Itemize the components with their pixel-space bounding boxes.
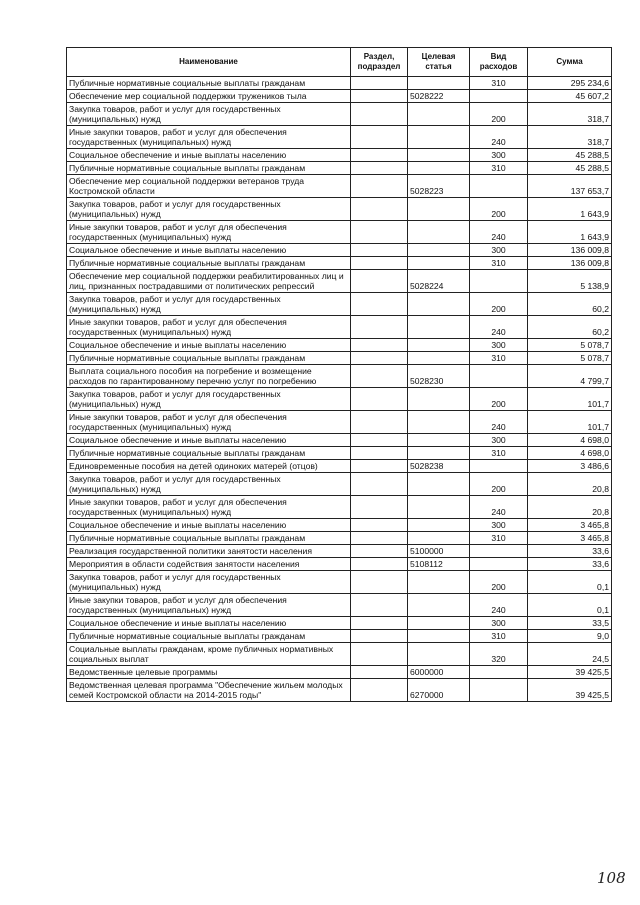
cell-type: 240 bbox=[470, 221, 528, 244]
header-target: Целевая статья bbox=[408, 48, 470, 77]
cell-name: Иные закупки товаров, работ и услуг для обеспечения государственных (муниципальных) нужд bbox=[67, 496, 351, 519]
cell-section bbox=[351, 447, 408, 460]
cell-type: 200 bbox=[470, 571, 528, 594]
table-row bbox=[67, 594, 612, 617]
header-sum: Сумма bbox=[528, 48, 612, 77]
cell-type: 320 bbox=[470, 643, 528, 666]
header-section: Раздел, подраздел bbox=[351, 48, 408, 77]
cell-name: Социальное обеспечение и иные выплаты населению bbox=[67, 339, 351, 352]
table-row bbox=[67, 447, 612, 460]
cell-type: 310 bbox=[470, 257, 528, 270]
cell-sum: 24,5 bbox=[528, 643, 612, 666]
cell-sum: 33,5 bbox=[528, 617, 612, 630]
table-row bbox=[67, 434, 612, 447]
cell-name: Обеспечение мер социальной поддержки ветеранов труда Костромской области bbox=[67, 175, 351, 198]
cell-target bbox=[408, 532, 470, 545]
cell-target bbox=[408, 473, 470, 496]
cell-section bbox=[351, 316, 408, 339]
cell-sum: 295 234,6 bbox=[528, 77, 612, 90]
cell-section bbox=[351, 666, 408, 679]
cell-name: Публичные нормативные социальные выплаты гражданам bbox=[67, 257, 351, 270]
cell-target bbox=[408, 103, 470, 126]
cell-target bbox=[408, 257, 470, 270]
table-row bbox=[67, 545, 612, 558]
header-type: Вид расходов bbox=[470, 48, 528, 77]
cell-section bbox=[351, 519, 408, 532]
cell-section bbox=[351, 532, 408, 545]
cell-type: 240 bbox=[470, 594, 528, 617]
table-row bbox=[67, 679, 612, 702]
cell-type bbox=[470, 545, 528, 558]
cell-target bbox=[408, 149, 470, 162]
cell-sum: 45 288,5 bbox=[528, 162, 612, 175]
cell-target: 6270000 bbox=[408, 679, 470, 702]
cell-name: Социальное обеспечение и иные выплаты населению bbox=[67, 617, 351, 630]
cell-target bbox=[408, 352, 470, 365]
cell-section bbox=[351, 617, 408, 630]
cell-target: 5028224 bbox=[408, 270, 470, 293]
cell-type bbox=[470, 365, 528, 388]
cell-sum: 3 465,8 bbox=[528, 532, 612, 545]
cell-name: Закупка товаров, работ и услуг для государственных (муниципальных) нужд bbox=[67, 571, 351, 594]
cell-section bbox=[351, 77, 408, 90]
cell-section bbox=[351, 434, 408, 447]
cell-name: Закупка товаров, работ и услуг для государственных (муниципальных) нужд bbox=[67, 473, 351, 496]
table-row bbox=[67, 175, 612, 198]
table-row bbox=[67, 571, 612, 594]
cell-name: Закупка товаров, работ и услуг для государственных (муниципальных) нужд bbox=[67, 103, 351, 126]
cell-sum: 3 465,8 bbox=[528, 519, 612, 532]
cell-type: 200 bbox=[470, 473, 528, 496]
cell-sum: 0,1 bbox=[528, 594, 612, 617]
cell-sum: 101,7 bbox=[528, 388, 612, 411]
cell-section bbox=[351, 473, 408, 496]
table-body bbox=[67, 77, 612, 702]
table-row bbox=[67, 352, 612, 365]
cell-type: 300 bbox=[470, 149, 528, 162]
table-row bbox=[67, 316, 612, 339]
cell-target bbox=[408, 221, 470, 244]
cell-type: 310 bbox=[470, 352, 528, 365]
table-row bbox=[67, 558, 612, 571]
cell-section bbox=[351, 558, 408, 571]
cell-name: Публичные нормативные социальные выплаты гражданам bbox=[67, 532, 351, 545]
table-row bbox=[67, 411, 612, 434]
table-row bbox=[67, 293, 612, 316]
cell-target: 6000000 bbox=[408, 666, 470, 679]
cell-sum: 33,6 bbox=[528, 545, 612, 558]
cell-target bbox=[408, 630, 470, 643]
cell-target: 5028238 bbox=[408, 460, 470, 473]
table-row bbox=[67, 257, 612, 270]
cell-name: Публичные нормативные социальные выплаты гражданам bbox=[67, 352, 351, 365]
cell-section bbox=[351, 545, 408, 558]
cell-section bbox=[351, 496, 408, 519]
cell-sum: 45 607,2 bbox=[528, 90, 612, 103]
budget-table bbox=[66, 47, 612, 702]
table-header-row bbox=[67, 48, 612, 77]
cell-sum: 4 799,7 bbox=[528, 365, 612, 388]
table-row bbox=[67, 519, 612, 532]
cell-type bbox=[470, 666, 528, 679]
table-row bbox=[67, 630, 612, 643]
table-row bbox=[67, 339, 612, 352]
cell-target bbox=[408, 316, 470, 339]
cell-target bbox=[408, 617, 470, 630]
cell-target bbox=[408, 293, 470, 316]
cell-section bbox=[351, 103, 408, 126]
cell-target bbox=[408, 126, 470, 149]
cell-section bbox=[351, 198, 408, 221]
cell-name: Социальное обеспечение и иные выплаты населению bbox=[67, 244, 351, 257]
cell-name: Иные закупки товаров, работ и услуг для обеспечения государственных (муниципальных) нужд bbox=[67, 316, 351, 339]
cell-target bbox=[408, 388, 470, 411]
cell-type: 200 bbox=[470, 293, 528, 316]
cell-name: Иные закупки товаров, работ и услуг для обеспечения государственных (муниципальных) нужд bbox=[67, 594, 351, 617]
cell-sum: 20,8 bbox=[528, 473, 612, 496]
cell-sum: 0,1 bbox=[528, 571, 612, 594]
table-row bbox=[67, 162, 612, 175]
cell-sum: 5 078,7 bbox=[528, 339, 612, 352]
table-row bbox=[67, 103, 612, 126]
cell-sum: 20,8 bbox=[528, 496, 612, 519]
cell-type: 300 bbox=[470, 434, 528, 447]
cell-name: Социальное обеспечение и иные выплаты населению bbox=[67, 519, 351, 532]
cell-sum: 136 009,8 bbox=[528, 257, 612, 270]
cell-type bbox=[470, 175, 528, 198]
header-name: Наименование bbox=[67, 48, 351, 77]
table-row bbox=[67, 221, 612, 244]
cell-target: 5028223 bbox=[408, 175, 470, 198]
cell-target bbox=[408, 643, 470, 666]
cell-sum: 45 288,5 bbox=[528, 149, 612, 162]
table-row bbox=[67, 460, 612, 473]
cell-name: Публичные нормативные социальные выплаты гражданам bbox=[67, 77, 351, 90]
cell-target: 5108112 bbox=[408, 558, 470, 571]
cell-sum: 3 486,6 bbox=[528, 460, 612, 473]
cell-section bbox=[351, 460, 408, 473]
cell-type: 310 bbox=[470, 447, 528, 460]
cell-type bbox=[470, 270, 528, 293]
table-row bbox=[67, 270, 612, 293]
cell-section bbox=[351, 571, 408, 594]
table-row bbox=[67, 617, 612, 630]
cell-name: Социальное обеспечение и иные выплаты населению bbox=[67, 434, 351, 447]
table-row bbox=[67, 473, 612, 496]
cell-name: Иные закупки товаров, работ и услуг для обеспечения государственных (муниципальных) нужд bbox=[67, 126, 351, 149]
cell-type: 310 bbox=[470, 77, 528, 90]
cell-target bbox=[408, 434, 470, 447]
cell-type bbox=[470, 90, 528, 103]
cell-name: Выплата социального пособия на погребение и возмещение расходов по гарантированному перечню услуг по погребению bbox=[67, 365, 351, 388]
table-row bbox=[67, 198, 612, 221]
cell-type: 200 bbox=[470, 388, 528, 411]
cell-type: 240 bbox=[470, 316, 528, 339]
cell-section bbox=[351, 630, 408, 643]
cell-type: 300 bbox=[470, 244, 528, 257]
cell-type bbox=[470, 558, 528, 571]
cell-sum: 136 009,8 bbox=[528, 244, 612, 257]
cell-name: Ведомственные целевые программы bbox=[67, 666, 351, 679]
cell-sum: 1 643,9 bbox=[528, 198, 612, 221]
cell-section bbox=[351, 293, 408, 316]
cell-type: 310 bbox=[470, 630, 528, 643]
cell-type: 240 bbox=[470, 411, 528, 434]
table-row bbox=[67, 126, 612, 149]
cell-type: 240 bbox=[470, 126, 528, 149]
cell-name: Социальные выплаты гражданам, кроме публичных нормативных социальных выплат bbox=[67, 643, 351, 666]
cell-section bbox=[351, 221, 408, 244]
cell-sum: 33,6 bbox=[528, 558, 612, 571]
cell-type bbox=[470, 679, 528, 702]
cell-sum: 60,2 bbox=[528, 293, 612, 316]
cell-sum: 318,7 bbox=[528, 126, 612, 149]
cell-section bbox=[351, 149, 408, 162]
cell-sum: 5 138,9 bbox=[528, 270, 612, 293]
cell-target bbox=[408, 571, 470, 594]
cell-target bbox=[408, 519, 470, 532]
table-row bbox=[67, 244, 612, 257]
cell-section bbox=[351, 365, 408, 388]
table-row bbox=[67, 77, 612, 90]
cell-name: Публичные нормативные социальные выплаты гражданам bbox=[67, 630, 351, 643]
cell-sum: 4 698,0 bbox=[528, 447, 612, 460]
cell-name: Закупка товаров, работ и услуг для государственных (муниципальных) нужд bbox=[67, 293, 351, 316]
cell-name: Реализация государственной политики занятости населения bbox=[67, 545, 351, 558]
cell-sum: 5 078,7 bbox=[528, 352, 612, 365]
cell-type: 200 bbox=[470, 103, 528, 126]
cell-sum: 101,7 bbox=[528, 411, 612, 434]
cell-name: Единовременные пособия на детей одиноких матерей (отцов) bbox=[67, 460, 351, 473]
cell-sum: 4 698,0 bbox=[528, 434, 612, 447]
cell-section bbox=[351, 175, 408, 198]
cell-section bbox=[351, 244, 408, 257]
cell-type: 200 bbox=[470, 198, 528, 221]
cell-name: Обеспечение мер социальной поддержки тружеников тыла bbox=[67, 90, 351, 103]
table-row bbox=[67, 149, 612, 162]
cell-section bbox=[351, 679, 408, 702]
cell-section bbox=[351, 411, 408, 434]
cell-target: 5028230 bbox=[408, 365, 470, 388]
cell-target bbox=[408, 77, 470, 90]
cell-section bbox=[351, 257, 408, 270]
cell-type: 300 bbox=[470, 339, 528, 352]
cell-target bbox=[408, 339, 470, 352]
cell-name: Обеспечение мер социальной поддержки реабилитированных лиц и лиц, признанных пострадавшими от политических репрессий bbox=[67, 270, 351, 293]
cell-type bbox=[470, 460, 528, 473]
cell-name: Закупка товаров, работ и услуг для государственных (муниципальных) нужд bbox=[67, 198, 351, 221]
cell-type: 300 bbox=[470, 519, 528, 532]
cell-section bbox=[351, 594, 408, 617]
cell-sum: 39 425,5 bbox=[528, 666, 612, 679]
cell-type: 310 bbox=[470, 162, 528, 175]
cell-target bbox=[408, 594, 470, 617]
cell-sum: 60,2 bbox=[528, 316, 612, 339]
cell-target bbox=[408, 411, 470, 434]
cell-target: 5100000 bbox=[408, 545, 470, 558]
cell-section bbox=[351, 162, 408, 175]
cell-section bbox=[351, 90, 408, 103]
cell-sum: 9,0 bbox=[528, 630, 612, 643]
cell-section bbox=[351, 643, 408, 666]
cell-sum: 39 425,5 bbox=[528, 679, 612, 702]
cell-name: Публичные нормативные социальные выплаты гражданам bbox=[67, 162, 351, 175]
cell-section bbox=[351, 339, 408, 352]
cell-sum: 137 653,7 bbox=[528, 175, 612, 198]
cell-target bbox=[408, 496, 470, 519]
cell-target bbox=[408, 447, 470, 460]
cell-section bbox=[351, 352, 408, 365]
table-row bbox=[67, 532, 612, 545]
table-row bbox=[67, 666, 612, 679]
cell-target bbox=[408, 244, 470, 257]
table-row bbox=[67, 90, 612, 103]
page-number: 108 bbox=[597, 869, 626, 887]
cell-name: Мероприятия в области содействия занятости населения bbox=[67, 558, 351, 571]
cell-name: Публичные нормативные социальные выплаты гражданам bbox=[67, 447, 351, 460]
cell-name: Иные закупки товаров, работ и услуг для обеспечения государственных (муниципальных) нужд bbox=[67, 411, 351, 434]
cell-sum: 1 643,9 bbox=[528, 221, 612, 244]
cell-name: Ведомственная целевая программа "Обеспечение жильем молодых семей Костромской области на 2014-2015 годы" bbox=[67, 679, 351, 702]
table-row bbox=[67, 496, 612, 519]
cell-sum: 318,7 bbox=[528, 103, 612, 126]
cell-name: Иные закупки товаров, работ и услуг для обеспечения государственных (муниципальных) нужд bbox=[67, 221, 351, 244]
cell-type: 310 bbox=[470, 532, 528, 545]
cell-name: Социальное обеспечение и иные выплаты населению bbox=[67, 149, 351, 162]
cell-target bbox=[408, 162, 470, 175]
cell-target bbox=[408, 198, 470, 221]
cell-type: 240 bbox=[470, 496, 528, 519]
cell-section bbox=[351, 388, 408, 411]
cell-name: Закупка товаров, работ и услуг для государственных (муниципальных) нужд bbox=[67, 388, 351, 411]
cell-target: 5028222 bbox=[408, 90, 470, 103]
table-row bbox=[67, 388, 612, 411]
cell-type: 300 bbox=[470, 617, 528, 630]
cell-section bbox=[351, 126, 408, 149]
table-row bbox=[67, 643, 612, 666]
table-row bbox=[67, 365, 612, 388]
cell-section bbox=[351, 270, 408, 293]
